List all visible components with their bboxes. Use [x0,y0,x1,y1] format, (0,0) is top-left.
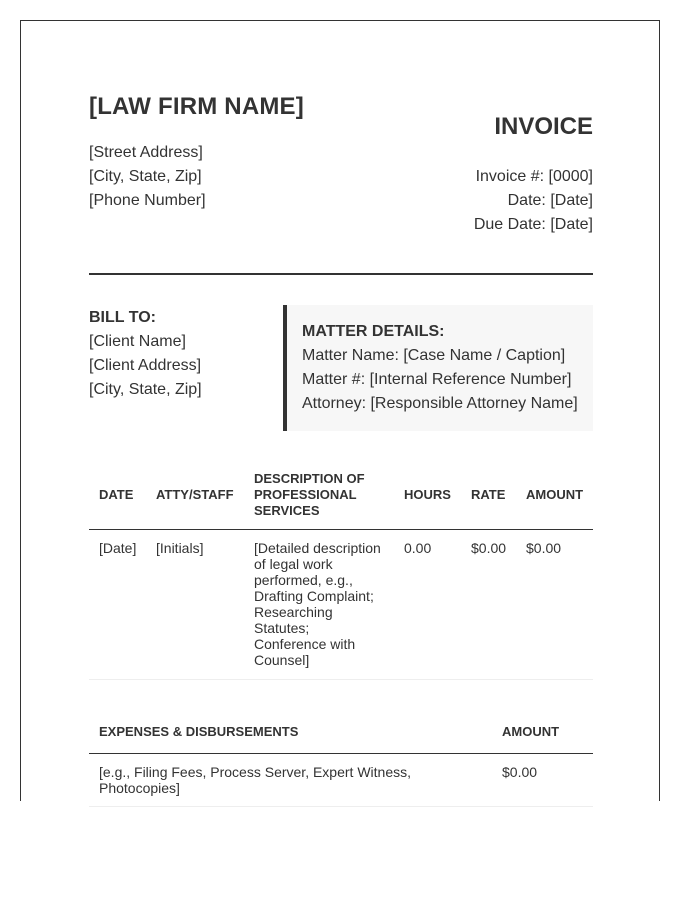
invoice-due-date: Due Date: [Date] [473,216,593,233]
services-header-row [89,461,593,530]
firm-contact [89,141,206,213]
invoice-meta [474,165,593,237]
expenses-header-row [89,696,593,753]
bill-to-block [89,306,202,402]
col-header-expense-amount: AMOUNT [492,696,593,753]
col-header-description: DESCRIPTION OF PROFESSIONAL SERVICES [244,461,394,530]
client-address: [Client Address] [89,357,202,374]
firm-street: [Street Address] [89,144,203,161]
service-staff: [Initials] [146,530,244,680]
matter-details-box [283,305,593,431]
service-date: [Date] [89,530,146,680]
services-table [89,461,593,680]
table-row [89,530,593,680]
matter-heading: MATTER DETAILS: [302,323,445,340]
matter-name: Matter Name: [Case Name / Caption] [302,347,566,364]
col-header-date: DATE [89,461,146,530]
invoice-title: INVOICE [494,113,593,140]
header-divider [89,273,593,275]
firm-city: [City, State, Zip] [89,168,202,185]
expense-description: [e.g., Filing Fees, Process Server, Expert Witness, Photocopies] [89,753,492,806]
client-name: [Client Name] [89,333,186,350]
service-hours: 0.00 [394,530,461,680]
service-amount: $0.00 [516,530,593,680]
matter-number: Matter #: [Internal Reference Number] [302,371,572,388]
col-header-staff: ATTY/STAFF [146,461,244,530]
expenses-table [89,696,593,807]
matter-attorney: Attorney: [Responsible Attorney Name] [302,395,578,412]
firm-phone: [Phone Number] [89,192,206,209]
col-header-expenses: EXPENSES & DISBURSEMENTS [89,696,492,753]
service-rate: $0.00 [461,530,516,680]
table-row [89,753,593,806]
col-header-amount: AMOUNT [516,461,593,530]
invoice-number: Invoice #: [0000] [475,168,593,185]
bill-to-heading: BILL TO: [89,309,156,326]
service-description: [Detailed description of legal work performed, e.g., Drafting Complaint; Researching Statutes; Conference with Counsel] [244,530,394,680]
firm-name: [LAW FIRM NAME] [89,93,304,120]
invoice-page [20,20,660,801]
col-header-hours: HOURS [394,461,461,530]
expense-amount: $0.00 [492,753,593,806]
col-header-rate: RATE [461,461,516,530]
invoice-date: Date: [Date] [507,192,593,209]
client-city: [City, State, Zip] [89,381,202,398]
